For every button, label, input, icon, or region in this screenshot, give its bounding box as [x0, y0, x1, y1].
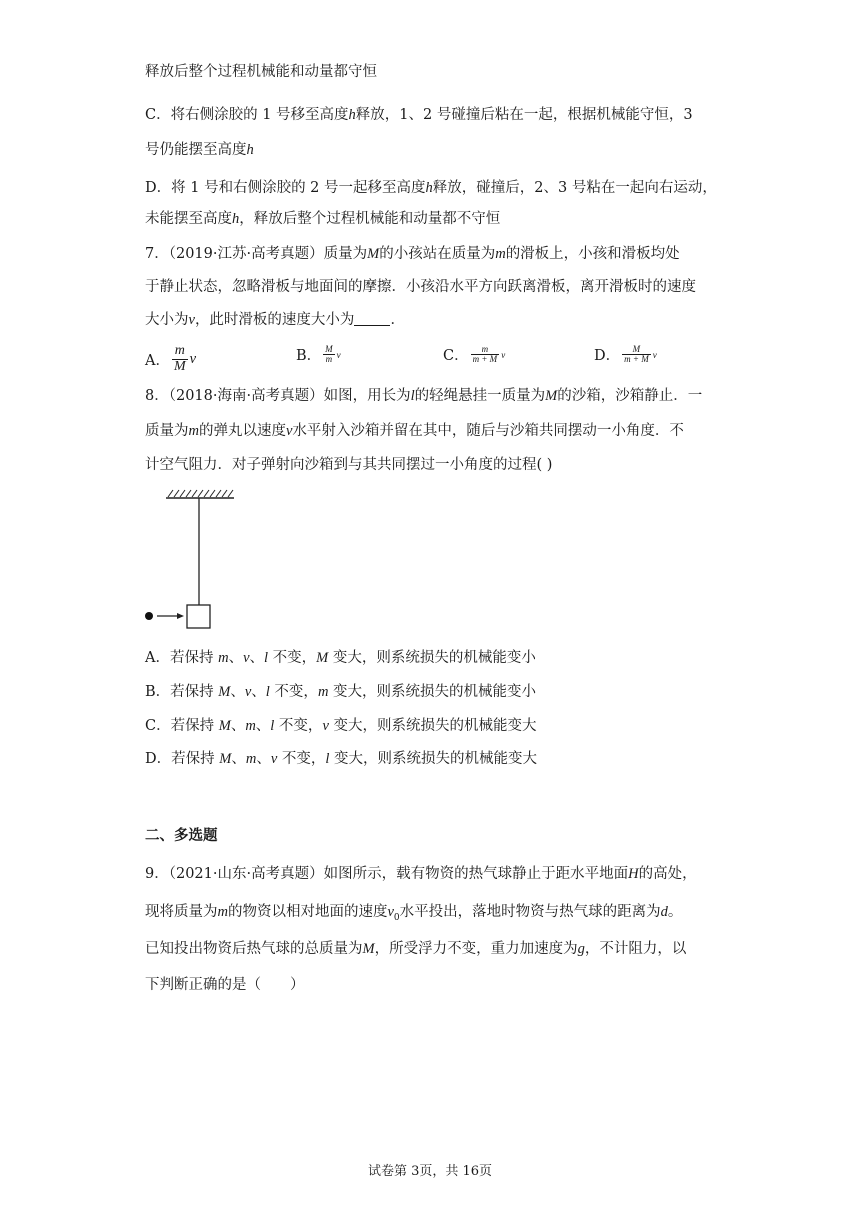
page-footer: 试卷第 3页，共 16页 [367, 1164, 493, 1179]
answer-blank[interactable] [354, 311, 390, 326]
section-heading: 二、多选题 [145, 827, 218, 844]
pendulum-sandbox-figure [140, 488, 240, 630]
fraction-a: $\frac{m}{M}$ [173, 343, 186, 374]
q7-option-b[interactable]: B． $\frac{M}{m}$ v [296, 343, 341, 364]
q8-stem-line2: 质量为m的弹丸以速度v水平射入沙箱并留在其中，随后与沙箱共同摆动一小角度．不 [145, 423, 684, 439]
q8-option-b[interactable]: B．若保持 M、v、l 不变，m 变大，则系统损失的机械能变小 [145, 684, 537, 700]
fraction-d: $\frac{M}{m + M}$ [624, 343, 649, 364]
q6-option-d: D．将 1 号和右侧涂胶的 2 号一起移至高度h释放，碰撞后，2、3 号粘在一起向右运动， [145, 180, 717, 196]
q9-stem-line1: 9．（2021·山东·高考真题）如图所示，载有物资的热气球静止于距水平地面H的高处， [145, 866, 697, 882]
q9-stem-line3: 已知投出物资后热气球的总质量为M，所受浮力不变，重力加速度为g，不计阻力，以 [145, 941, 687, 957]
q8-option-d[interactable]: D．若保持 M、m、v 不变，l 变大，则系统损失的机械能变大 [145, 751, 537, 767]
q6-option-c: C．将右侧涂胶的 1 号移至高度h释放，1、2 号碰撞后粘在一起，根据机械能守恒，3 [145, 107, 693, 123]
q7-option-d[interactable]: D． $\frac{M}{m + M}$ v [594, 343, 657, 364]
q7-option-a[interactable]: A． $\frac{m}{M}$ v [145, 343, 197, 374]
q7-stem-line2: 于静止状态，忽略滑板与地面间的摩擦．小孩沿水平方向跃离滑板，离开滑板时的速度 [145, 279, 696, 295]
q9-stem-line2: 现将质量为m的物资以相对地面的速度$v_0$水平投出，落地时物资与热气球的距离为d。 [145, 904, 683, 923]
ceiling-hatch [166, 490, 234, 498]
q8-stem-line1: 8．（2018·海南·高考真题）如图，用长为l的轻绳悬挂一质量为M的沙箱，沙箱静止．一 [145, 388, 703, 404]
bullet [145, 612, 153, 620]
q7-stem-line3: 大小为v，此时滑板的速度大小为 ． [145, 312, 405, 328]
q9-stem-line4: 下判断正确的是（ ） [145, 977, 305, 993]
q7-stem-line1: 7．（2019·江苏·高考真题）质量为M的小孩站在质量为m的滑板上，小孩和滑板均处 [145, 246, 680, 262]
q6-option-c-line2: 号仍能摆至高度h [145, 142, 254, 158]
fraction-b: $\frac{M}{m}$ [325, 343, 333, 364]
q6-option-b-tail: 释放后整个过程机械能和动量都守恒 [145, 64, 377, 80]
q6-option-d-line2: 未能摆至高度h，释放后整个过程机械能和动量都不守恒 [145, 211, 501, 227]
fraction-c: $\frac{m}{m + M}$ [472, 343, 498, 364]
sandbox [187, 605, 210, 628]
q8-option-a[interactable]: A．若保持 m、v、l 不变，M 变大，则系统损失的机械能变小 [145, 650, 536, 666]
q7-option-c[interactable]: C． $\frac{m}{m + M}$ v [443, 343, 506, 364]
q8-stem-line3: 计空气阻力．对子弹射向沙箱到与其共同摆过一小角度的过程( ) [145, 457, 553, 473]
q8-option-c[interactable]: C．若保持 M、m、l 不变，v 变大，则系统损失的机械能变大 [145, 718, 537, 734]
